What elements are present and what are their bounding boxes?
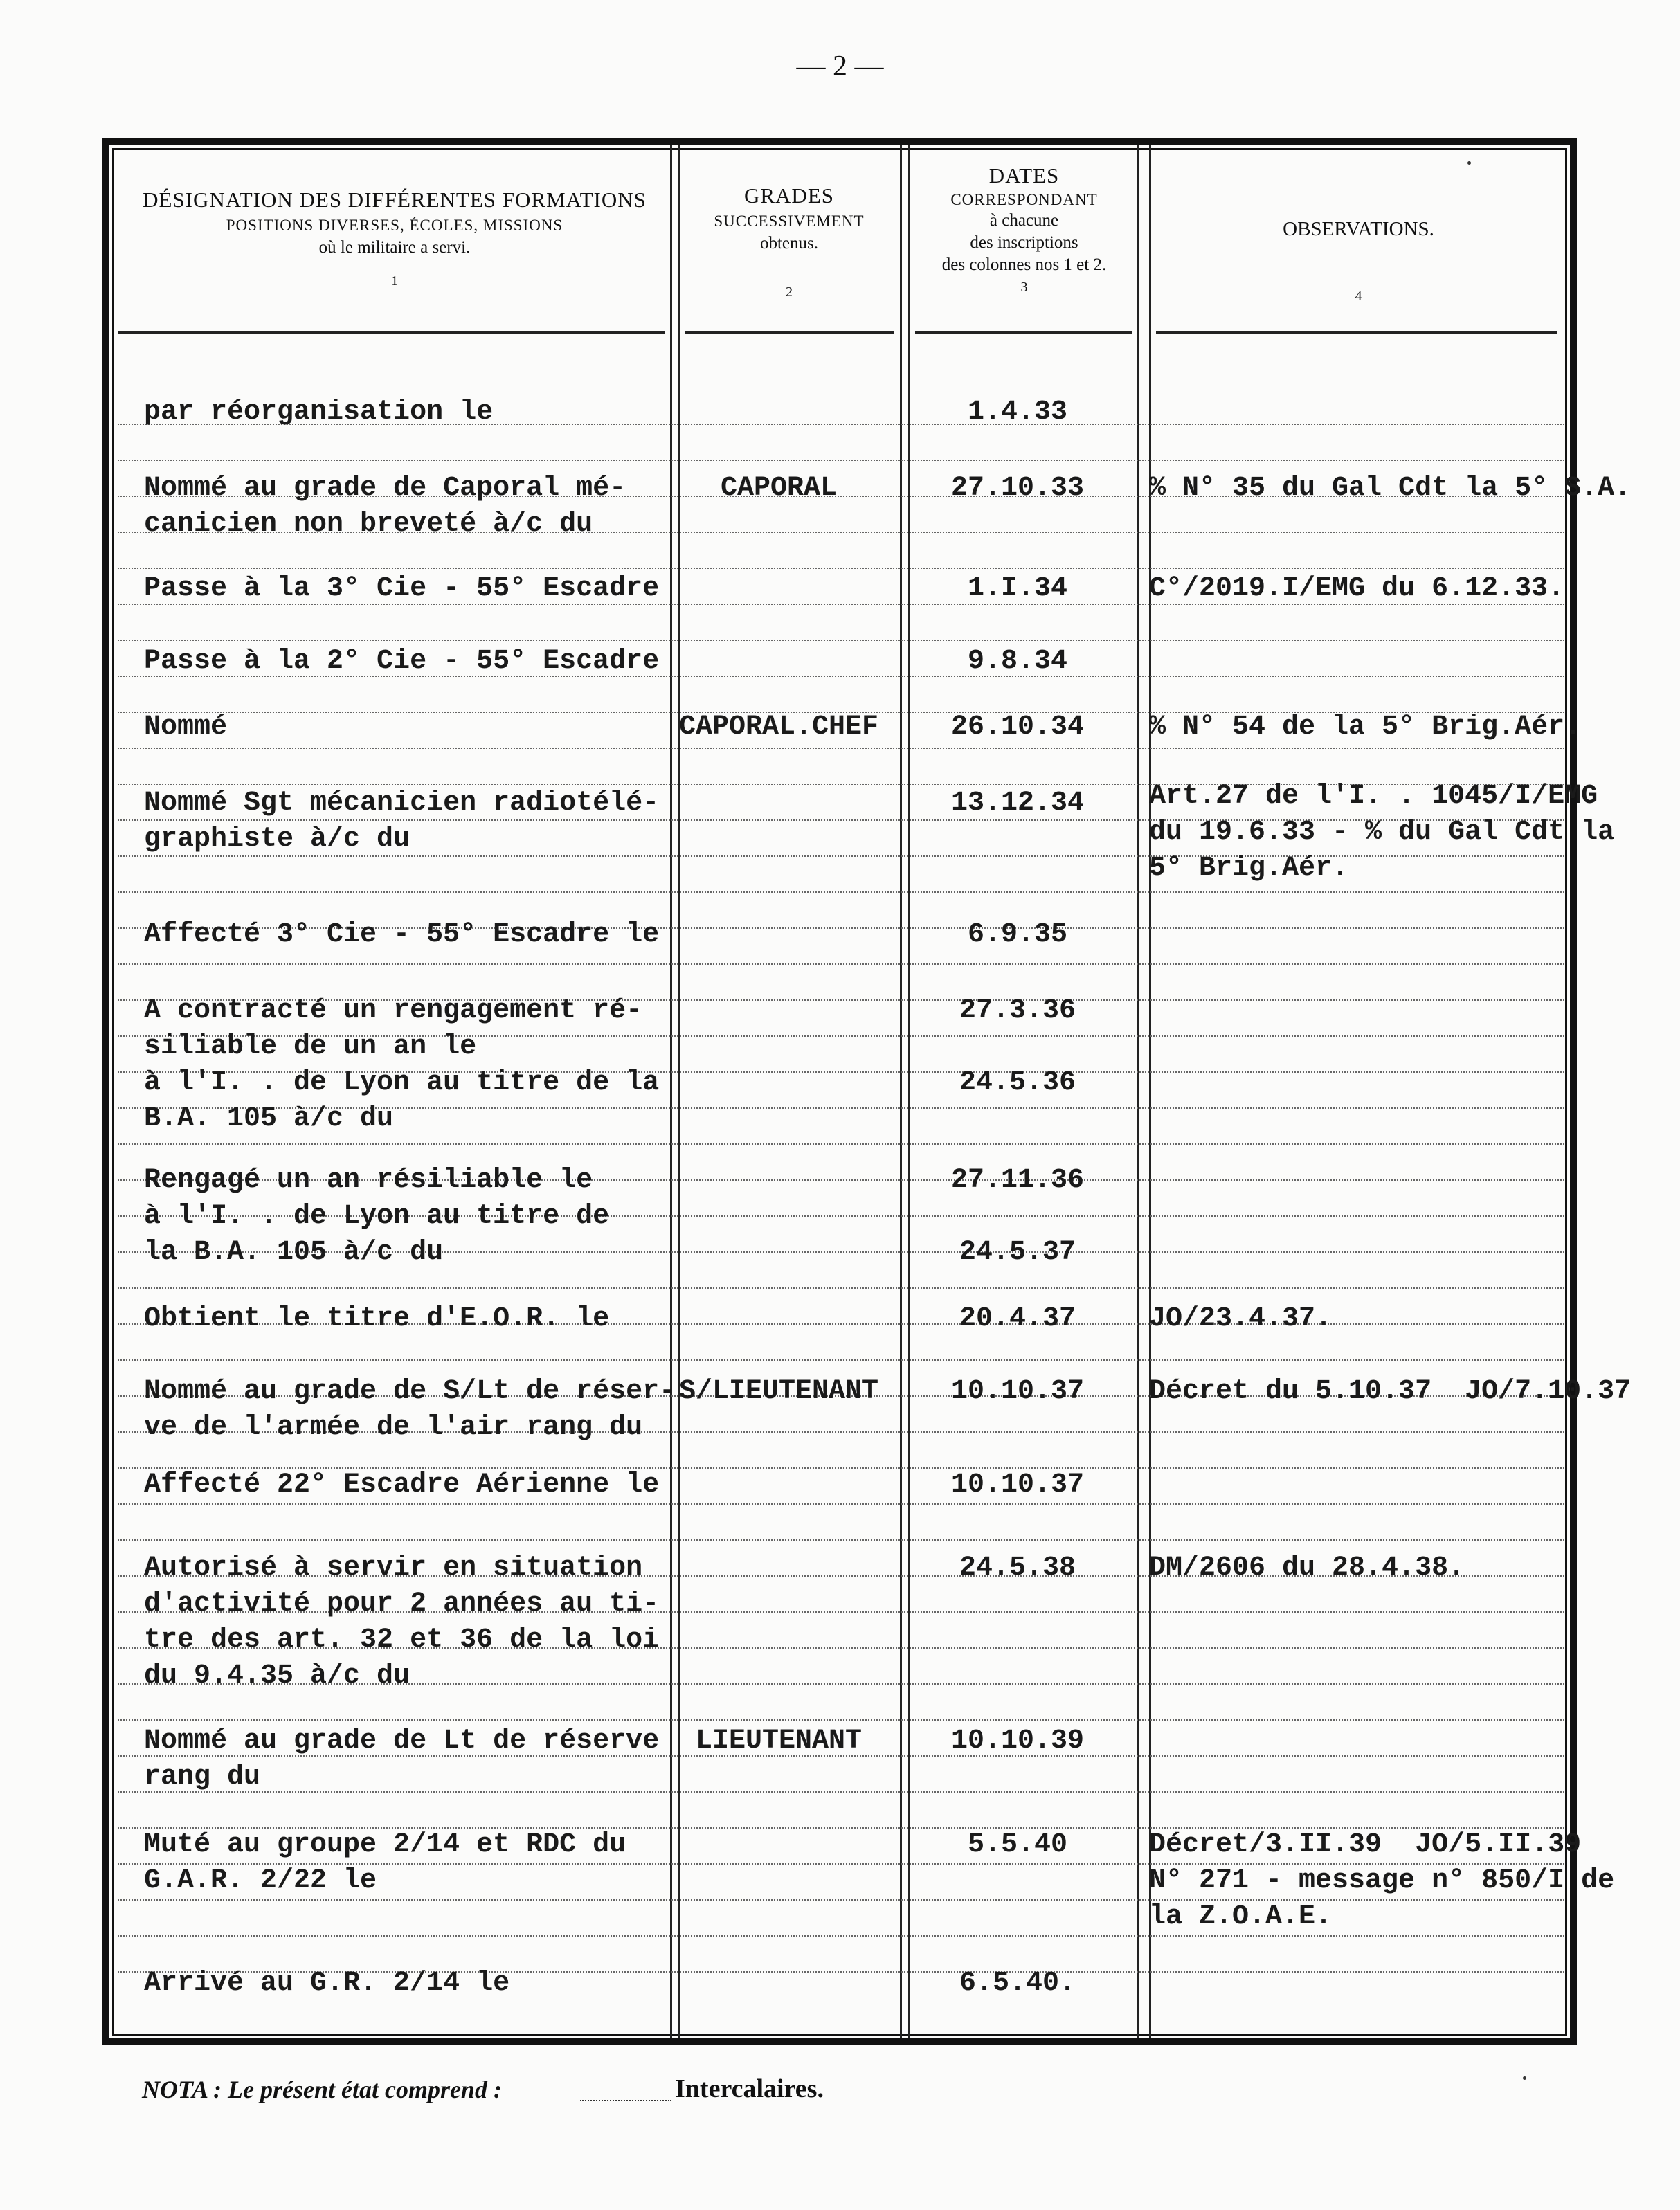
header-rule-2	[685, 331, 894, 334]
header-observations-number: 4	[1355, 289, 1362, 305]
header-rule-4	[1156, 331, 1557, 334]
header-rule-3	[915, 331, 1132, 334]
header-grades-title: GRADES	[743, 183, 834, 208]
nota-fill-line	[580, 2100, 671, 2101]
entry-designation: Nommé Sgt mécanicien radiotélé- graphiste à/c du	[144, 788, 660, 855]
entry-designation: Affecté 3° Cie - 55° Escadre le	[144, 919, 660, 950]
entry-observation: C°/2019.I/EMG du 6.12.33.	[1149, 573, 1565, 604]
entry-observation: DM/2606 du 28.4.38.	[1149, 1552, 1465, 1584]
entry-date: 27.10.33	[950, 473, 1085, 504]
nota-intercalaires: Intercalaires.	[675, 2074, 824, 2103]
nota-label: NOTA : Le présent état comprend :	[142, 2076, 502, 2103]
entry-observation: JO/23.4.37.	[1149, 1303, 1333, 1334]
ruling-line	[118, 640, 1564, 641]
header-designation	[118, 185, 671, 291]
header-grades-sub: SUCCESSIVEMENT	[714, 212, 865, 230]
header-grades-note: obtenus.	[759, 233, 819, 253]
header-dates-line4: des inscriptions	[970, 233, 1078, 253]
ink-speck	[1467, 161, 1471, 165]
entry-designation: Rengagé un an résiliable le à l'I. . de Lyon au titre de la B.A. 105 à/c du	[144, 1165, 610, 1268]
entry-designation: Nommé au grade de Lt de réserve rang du	[144, 1726, 660, 1793]
entry-date: 24.5.38	[959, 1552, 1076, 1584]
entry-grade: CAPORAL	[720, 473, 838, 504]
ink-speck	[1523, 2076, 1526, 2080]
entry-designation: Passe à la 2° Cie - 55° Escadre	[144, 646, 660, 677]
header-dates-title: DATES	[988, 163, 1060, 188]
entry-date: 20.4.37	[959, 1303, 1076, 1334]
ruling-line	[118, 1143, 1564, 1145]
ruling-line	[118, 568, 1564, 569]
entry-date: 6.5.40.	[959, 1968, 1076, 1999]
entry-date: 10.10.37	[950, 1469, 1085, 1501]
ruling-line	[118, 1503, 1564, 1505]
entry-grade: CAPORAL.CHEF	[678, 712, 879, 743]
entry-designation: Muté au groupe 2/14 et RDC du G.A.R. 2/22 le	[144, 1829, 626, 1896]
entry-date: 5.5.40	[967, 1829, 1068, 1860]
header-dates	[908, 162, 1140, 297]
column-divider-3	[1137, 145, 1139, 2038]
entry-date: 10.10.37	[950, 1376, 1085, 1407]
entry-date: 9.8.34	[967, 646, 1068, 677]
header-dates-line3: à chacune	[989, 211, 1059, 230]
entry-date: 1.I.34	[967, 573, 1068, 604]
entry-observation: Décret/3.II.39 JO/5.II.39 N° 271 - message n° 850/I de la Z.O.A.E.	[1149, 1829, 1615, 1932]
header-dates-line5: des colonnes nos 1 et 2.	[941, 255, 1107, 275]
header-designation-title: DÉSIGNATION DES DIFFÉRENTES FORMATIONS	[143, 188, 647, 212]
ruling-line	[118, 1287, 1564, 1289]
entry-designation: Autorisé à servir en situation d'activité pour 2 années au ti- tre des art. 32 et 36 de la loi du 9.4.35 à/c du	[144, 1552, 660, 1692]
header-dates-sub: CORRESPONDANT	[950, 190, 1098, 208]
header-observations	[1153, 216, 1564, 306]
entry-designation: Passe à la 3° Cie - 55° Escadre	[144, 573, 660, 604]
ruling-line	[118, 1719, 1564, 1721]
entry-grade: LIEUTENANT	[695, 1726, 862, 1757]
page-number: — 2 —	[796, 51, 884, 82]
entry-observation: % N° 54 de la 5° Brig.Aér.	[1149, 712, 1582, 743]
ruling-line	[118, 1539, 1564, 1541]
header-observations-title: OBSERVATIONS.	[1283, 218, 1434, 240]
column-divider-1	[670, 145, 672, 2038]
header-designation-number: 1	[391, 273, 398, 289]
column-divider-3b	[1149, 145, 1151, 2038]
entry-grade: S/LIEUTENANT	[678, 1376, 879, 1407]
header-grades	[682, 181, 896, 302]
entry-designation: Nommé	[144, 712, 228, 743]
entry-date: 13.12.34	[950, 788, 1085, 819]
ruling-line	[118, 748, 1564, 749]
entry-designation: A contracté un rengagement ré- siliable de un an le à l'I. . de Lyon au titre de la B.A. 105 à/c du	[144, 995, 660, 1134]
entry-observation: Art.27 de l'I. . 1045/I/EMG du 19.6.33 - % du Gal Cdt la 5° Brig.Aér.	[1149, 781, 1615, 884]
ruling-line	[118, 1935, 1564, 1937]
entry-date: 27.3.36 24.5.36	[959, 995, 1076, 1098]
entry-date: 10.10.39	[950, 1726, 1085, 1757]
entry-date: 26.10.34	[950, 712, 1085, 743]
header-grades-number: 2	[786, 284, 793, 300]
header-dates-number: 3	[1020, 280, 1028, 296]
ruling-line	[118, 963, 1564, 965]
entry-designation: par réorganisation le	[144, 397, 494, 428]
header-rule-1	[118, 331, 665, 334]
header-designation-sub: POSITIONS DIVERSES, ÉCOLES, MISSIONS	[226, 216, 563, 234]
entry-date: 6.9.35	[967, 919, 1068, 950]
entry-designation: Arrivé au G.R. 2/14 le	[144, 1968, 510, 1999]
entry-designation: Nommé au grade de S/Lt de réser- ve de l'armée de l'air rang du	[144, 1376, 676, 1443]
ruling-line	[118, 1359, 1564, 1361]
header-designation-note: où le militaire a servi.	[318, 237, 471, 257]
ruling-line	[118, 460, 1564, 461]
column-divider-2	[900, 145, 902, 2038]
ruling-line	[118, 891, 1564, 893]
entry-designation: Nommé au grade de Caporal mé- canicien non breveté à/c du	[144, 473, 626, 540]
entry-designation: Affecté 22° Escadre Aérienne le	[144, 1469, 660, 1501]
entry-date: 1.4.33	[967, 397, 1068, 428]
entry-date: 27.11.36 24.5.37	[950, 1165, 1085, 1268]
entry-designation: Obtient le titre d'E.O.R. le	[144, 1303, 610, 1334]
entry-observation: Décret du 5.10.37 JO/7.10.37	[1149, 1376, 1632, 1407]
entry-observation: % N° 35 du Gal Cdt la 5° S.A.	[1149, 473, 1632, 504]
